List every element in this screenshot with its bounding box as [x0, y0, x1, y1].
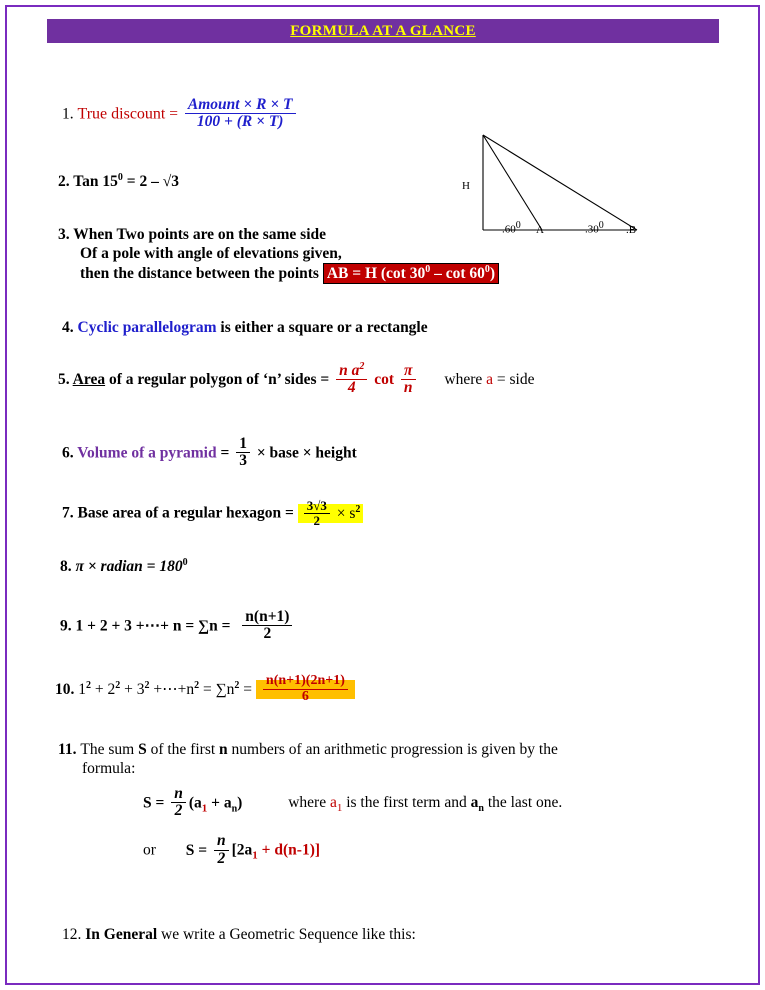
item-text-4: is either a square or a rectangle: [216, 319, 428, 336]
item-number-10: 10.: [55, 680, 75, 698]
item-text-2c: √3: [162, 173, 180, 191]
item-fraction-5a: [336, 362, 367, 397]
fraction-denominator-1: 100 + (R × T): [196, 113, 284, 131]
item-text-10: $1^2 + 2^2 + 3^2$ $+\cdots+n^2 = \sum n^2$ =: [78, 679, 253, 698]
item-number-4: 4.: [62, 319, 74, 336]
item-line-11-2: formula:: [82, 760, 136, 778]
item-emphasis-6: Volume of a pyramid: [77, 444, 217, 462]
formula-item-6: [62, 437, 357, 471]
item-number-3: 3.: [58, 226, 70, 243]
item-sup-8: 0: [182, 557, 188, 568]
item-where-5: where: [444, 370, 487, 388]
figure-label-height: H: [462, 180, 470, 192]
item-fraction-7: [304, 499, 330, 527]
item-note-11: where $a_1$ is the first term and $a_n$ the last one.: [288, 794, 563, 815]
item-text-12: we write a Geometric Sequence like this:: [157, 926, 416, 943]
fraction-denominator-5a: 4: [347, 379, 356, 397]
item-alt-formula-11: or S = $\frac{n}{2}$ $[2a_1 + d(n-1)]$: [143, 832, 321, 867]
formula-item-1: [62, 98, 462, 132]
item-emphasis-4: Cyclic parallelogram: [77, 319, 217, 336]
item-text-7: Base area of a regular hexagon =: [77, 504, 294, 522]
item-line-3-3-wrap: [80, 264, 658, 284]
item-fraction-6: [236, 436, 250, 470]
item-line-11-1: The sum S of the first n numbers of an arithmetic progression is given by the: [80, 741, 558, 758]
item-highlight-7: [298, 498, 364, 528]
item-fraction-5b: [401, 363, 416, 397]
item-number-9: 9.: [60, 617, 72, 635]
item-number-1: 1.: [62, 105, 74, 123]
fraction-denominator-6: 3: [239, 452, 247, 470]
item-number-6: 6.: [62, 444, 74, 462]
fraction-numerator-9: n(n+1): [242, 609, 292, 626]
formula-item-11: [58, 740, 718, 868]
item-highlight-10: [256, 673, 355, 704]
item-sup-7: 2: [355, 503, 361, 515]
item-equals-side-5: = side: [493, 370, 535, 388]
item-alt-11-s: S =: [185, 841, 208, 859]
fraction-numerator-10: n(n+1)(2n+1): [263, 674, 348, 690]
item-text-8: π × radian = 180: [75, 558, 183, 576]
item-fraction-1: [185, 97, 296, 131]
item-number-2: 2.: [58, 173, 70, 191]
fraction-numerator-1: Amount × R × T: [185, 97, 296, 114]
item-number-5: 5.: [58, 370, 70, 388]
item-line-3-2: Of a pole with angle of elevations given,: [80, 245, 342, 263]
formula-item-9: [60, 610, 295, 644]
figure-label-vertex-a: A: [536, 224, 544, 236]
fraction-numerator-5b: π: [401, 363, 416, 380]
item-sup-2: 0: [117, 172, 123, 183]
item-or-11: or: [143, 841, 156, 859]
item-line-3-1: When Two points are on the same side: [73, 226, 326, 243]
item-formula-11-s: S =: [143, 794, 165, 812]
item-number-12: 12.: [62, 926, 82, 943]
figure-label-angle-left: .600: [502, 220, 521, 236]
item-var-5: a: [486, 370, 494, 388]
figure-label-vertex-b: .B: [626, 224, 637, 236]
page-title-bar: [47, 19, 719, 43]
fraction-numerator-6: 1: [236, 436, 250, 453]
formula-item-12: [62, 925, 416, 944]
fraction-numerator-7: 3√3: [304, 499, 330, 514]
item-equals-1: =: [169, 105, 178, 123]
fraction-numerator-5a: n $a^2$: [336, 362, 367, 380]
item-emphasis-12: In General: [85, 926, 158, 943]
fraction-denominator-7: 2: [313, 512, 321, 528]
item-fraction-9: [242, 609, 292, 643]
item-highlight-3: AB = H (cot $30^0$ – $\cot 60^0$): [323, 263, 499, 284]
formula-item-8: [60, 557, 188, 577]
fraction-denominator-11b: 2: [217, 849, 226, 867]
item-underlined-5: Area: [72, 370, 106, 388]
fraction-numerator-11b: n: [214, 833, 229, 850]
item-formula-11: S = $\frac{n}{2}$ $(a_1 + a_n)$ where $a_1$ is the first term and $a_n$ the last one.: [143, 784, 563, 820]
item-times-7: × s: [336, 504, 356, 522]
item-cot-5: cot: [374, 370, 395, 388]
item-text-2a: Tan 15: [73, 173, 118, 191]
fraction-numerator-11: n: [171, 786, 186, 803]
formula-item-10: [55, 675, 355, 705]
item-equals-6: =: [216, 444, 234, 462]
item-label-1: True discount: [77, 105, 166, 123]
formula-item-4: [62, 318, 428, 337]
item-text-9: 1 + 2 + 3 +⋯+ n = ∑n =: [75, 617, 231, 635]
formula-item-5: [58, 363, 718, 398]
item-text-5: of a regular polygon of ‘n’ sides =: [105, 370, 330, 388]
fraction-denominator-5b: n: [403, 378, 413, 396]
item-fraction-11: [171, 786, 186, 820]
fraction-denominator-10: 6: [301, 688, 309, 704]
item-fraction-11b: [214, 833, 229, 867]
fraction-denominator-9: 2: [263, 625, 272, 643]
formula-item-7: [62, 500, 363, 528]
item-fraction-10: [263, 674, 348, 704]
item-number-7: 7.: [62, 504, 74, 522]
item-line-3-3: then the distance between the points: [80, 264, 319, 282]
item-number-11: 11.: [58, 741, 77, 758]
formula-item-3: [58, 225, 658, 283]
formula-item-2: [58, 172, 179, 192]
figure-label-angle-right: .300: [585, 220, 604, 236]
fraction-denominator-11: 2: [174, 802, 183, 820]
item-number-8: 8.: [60, 558, 72, 576]
item-text-2b: = 2 –: [122, 173, 163, 191]
item-text-6: × base × height: [256, 444, 357, 462]
page-title: FORMULA AT A GLANCE: [290, 23, 476, 39]
